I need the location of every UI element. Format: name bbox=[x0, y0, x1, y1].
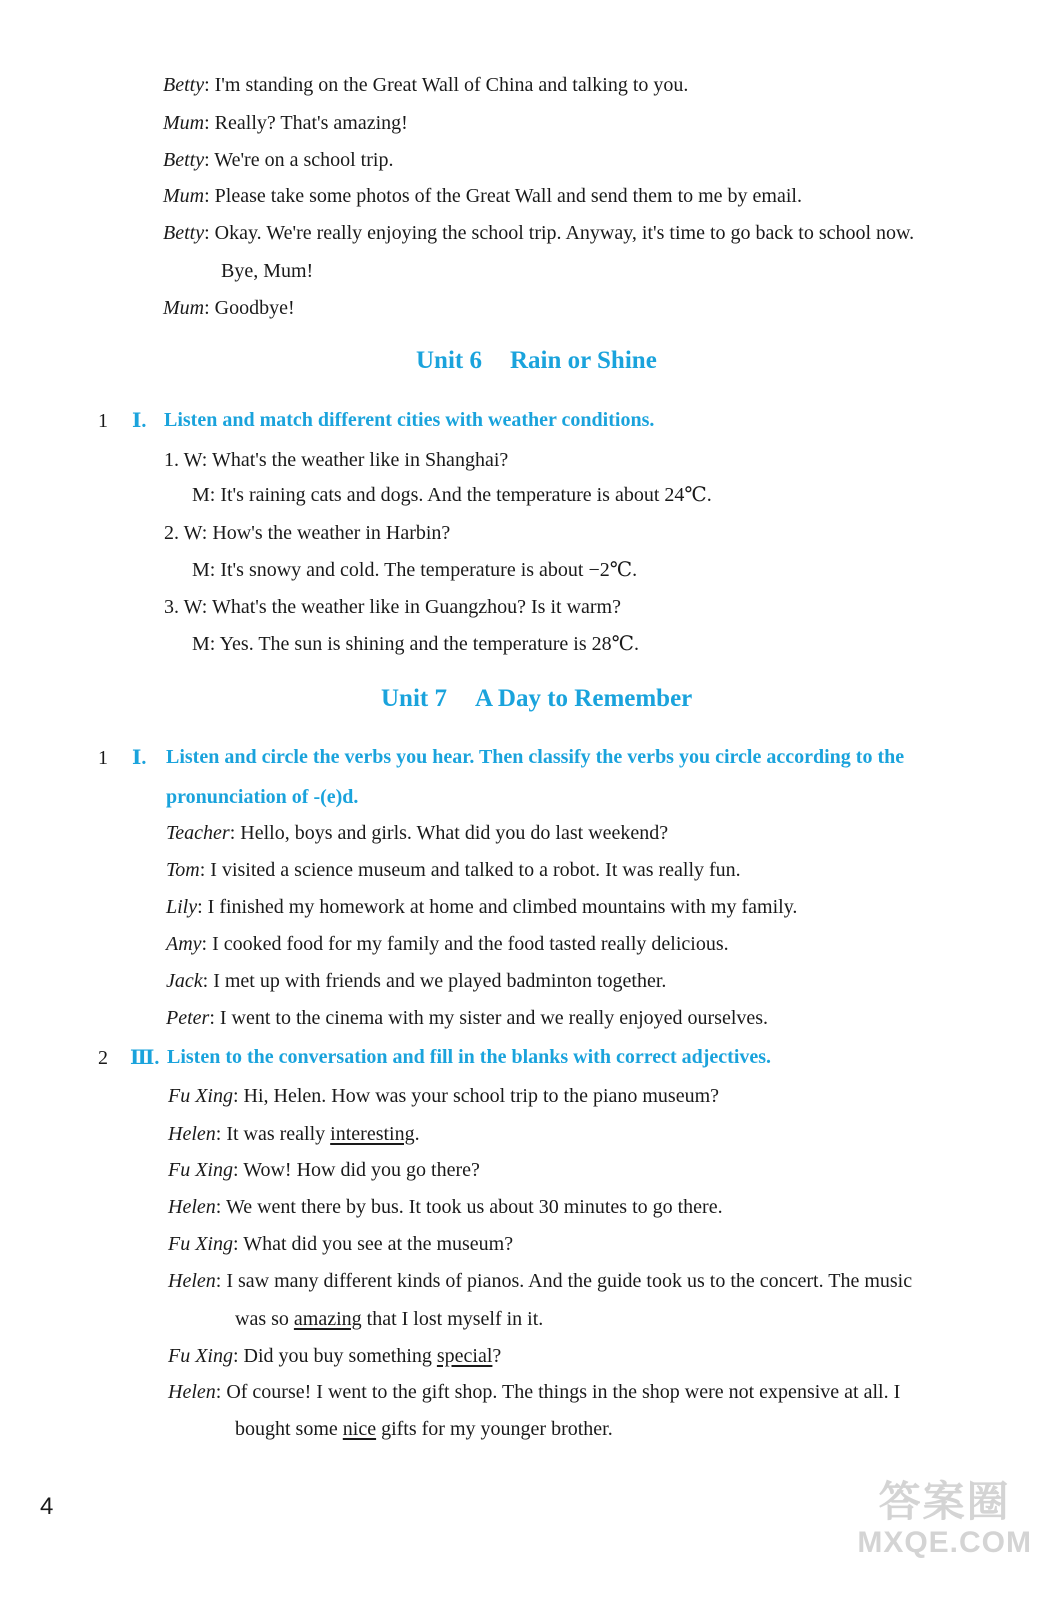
unit-heading bbox=[381, 684, 692, 714]
dialog-text: was so bbox=[235, 1308, 294, 1330]
dialog-text: : Of course! I went to the gift shop. The things in the shop were not expensive at all. I bbox=[215, 1381, 901, 1403]
question-number: 1 bbox=[98, 747, 108, 769]
dialog-text: : Really? That's amazing! bbox=[204, 112, 408, 134]
listening-line: M: It's snowy and cold. The temperature is about −2℃. bbox=[192, 559, 638, 581]
dialog-text: : Did you buy something bbox=[233, 1345, 437, 1367]
dialog-line bbox=[166, 1005, 768, 1031]
speaker-name: Helen bbox=[168, 1123, 216, 1145]
dialog-text: : Goodbye! bbox=[204, 297, 295, 319]
dialog-text: : Okay. We're really enjoying the school trip. Anyway, it's time to go back to school now. bbox=[204, 222, 915, 244]
dialog-line bbox=[168, 1121, 420, 1147]
section-numeral: Ⅰ. bbox=[132, 410, 147, 432]
unit-title: Rain or Shine bbox=[509, 347, 657, 374]
dialog-text: : Hi, Helen. How was your school trip to the piano museum? bbox=[233, 1085, 720, 1107]
dialog-line bbox=[163, 295, 295, 321]
dialog-text: : I met up with friends and we played badminton together. bbox=[202, 970, 667, 992]
section-numeral: Ⅲ. bbox=[130, 1047, 160, 1069]
dialog-text: : We went there by bus. It took us about 30 minutes to go there. bbox=[215, 1196, 723, 1218]
dialog-line bbox=[168, 1231, 513, 1257]
dialog-line bbox=[166, 820, 668, 846]
dialog-line bbox=[163, 183, 802, 209]
dialog-text: ? bbox=[492, 1345, 502, 1367]
section-instruction: Listen and circle the verbs you hear. Then classify the verbs you circle according to the bbox=[166, 746, 905, 768]
answer-blank: nice bbox=[342, 1418, 377, 1440]
dialog-text: : What did you see at the museum? bbox=[233, 1233, 514, 1255]
speaker-name: Fu Xing bbox=[168, 1233, 233, 1255]
dialog-line bbox=[168, 1157, 480, 1183]
dialog-line bbox=[221, 258, 313, 284]
listening-line: M: It's raining cats and dogs. And the temperature is about 24℃. bbox=[192, 484, 712, 506]
dialog-line bbox=[166, 857, 741, 883]
dialog-line bbox=[168, 1083, 719, 1109]
dialog-line bbox=[168, 1268, 912, 1294]
dialog-line bbox=[163, 220, 914, 246]
speaker-name: Mum bbox=[163, 297, 205, 319]
speaker-name: Teacher bbox=[166, 822, 230, 844]
speaker-name: Betty bbox=[163, 222, 205, 244]
speaker-name: Helen bbox=[168, 1381, 216, 1403]
dialog-text: : We're on a school trip. bbox=[204, 149, 394, 171]
dialog-text: gifts for my younger brother. bbox=[376, 1418, 613, 1440]
speaker-name: Helen bbox=[168, 1196, 216, 1218]
dialog-text: : I'm standing on the Great Wall of China and talking to you. bbox=[204, 74, 689, 96]
section-instruction: pronunciation of -(e)d. bbox=[166, 786, 359, 808]
listening-line: 2. W: How's the weather in Harbin? bbox=[164, 522, 451, 544]
dialog-line bbox=[166, 968, 666, 994]
dialog-text: Bye, Mum! bbox=[221, 260, 314, 282]
answer-blank: interesting bbox=[330, 1123, 415, 1145]
unit-label: Unit 6 bbox=[416, 347, 482, 374]
section-instruction: Listen to the conversation and fill in the blanks with correct adjectives. bbox=[167, 1046, 772, 1068]
section-numeral: Ⅰ. bbox=[132, 747, 147, 769]
speaker-name: Jack bbox=[166, 970, 203, 992]
speaker-name: Betty bbox=[163, 74, 205, 96]
dialog-line bbox=[168, 1379, 900, 1405]
dialog-text: that I lost myself in it. bbox=[361, 1308, 544, 1330]
dialog-text: : It was really bbox=[215, 1123, 331, 1145]
speaker-name: Mum bbox=[163, 185, 205, 207]
unit-label: Unit 7 bbox=[381, 685, 447, 712]
dialog-line bbox=[166, 931, 729, 957]
dialog-text: : I cooked food for my family and the food tasted really delicious. bbox=[201, 933, 729, 955]
dialog-text: : Please take some photos of the Great Wall and send them to me by email. bbox=[204, 185, 802, 207]
dialog-text: : I finished my homework at home and climbed mountains with my family. bbox=[197, 896, 798, 918]
dialog-text: : Wow! How did you go there? bbox=[233, 1159, 480, 1181]
answer-blank: amazing bbox=[293, 1308, 362, 1330]
unit-heading bbox=[416, 346, 657, 376]
listening-line: 1. W: What's the weather like in Shanghai? bbox=[164, 449, 509, 471]
speaker-name: Peter bbox=[166, 1007, 210, 1029]
question-number: 1 bbox=[98, 410, 108, 432]
dialog-line bbox=[163, 110, 408, 136]
speaker-name: Betty bbox=[163, 149, 205, 171]
dialog-line bbox=[235, 1416, 613, 1442]
dialog-line bbox=[168, 1194, 723, 1220]
page-number: 4 bbox=[40, 1493, 54, 1520]
listening-line: 3. W: What's the weather like in Guangzhou? Is it warm? bbox=[164, 596, 621, 618]
listening-line: M: Yes. The sun is shining and the temperature is 28℃. bbox=[192, 633, 639, 655]
dialog-line bbox=[166, 894, 797, 920]
speaker-name: Amy bbox=[166, 933, 202, 955]
speaker-name: Fu Xing bbox=[168, 1159, 233, 1181]
dialog-line bbox=[163, 72, 688, 98]
speaker-name: Tom bbox=[166, 859, 200, 881]
question-number: 2 bbox=[98, 1047, 108, 1069]
speaker-name: Mum bbox=[163, 112, 205, 134]
speaker-name: Helen bbox=[168, 1270, 216, 1292]
dialog-text: : I visited a science museum and talked to a robot. It was really fun. bbox=[199, 859, 741, 881]
dialog-text: : I saw many different kinds of pianos. And the guide took us to the concert. The music bbox=[215, 1270, 913, 1292]
dialog-line bbox=[168, 1343, 501, 1369]
section-instruction: Listen and match different cities with weather conditions. bbox=[164, 409, 655, 431]
watermark-url: MXQE.COM bbox=[857, 1526, 1032, 1559]
speaker-name: Fu Xing bbox=[168, 1345, 233, 1367]
watermark-logo bbox=[857, 1478, 1032, 1560]
dialog-text: : Hello, boys and girls. What did you do last weekend? bbox=[229, 822, 669, 844]
watermark-text: 答案圈 bbox=[878, 1477, 1011, 1526]
dialog-text: . bbox=[414, 1123, 420, 1145]
unit-title: A Day to Remember bbox=[474, 685, 693, 712]
speaker-name: Lily bbox=[166, 896, 198, 918]
answer-blank: special bbox=[436, 1345, 493, 1367]
dialog-line bbox=[235, 1306, 543, 1332]
speaker-name: Fu Xing bbox=[168, 1085, 233, 1107]
dialog-line bbox=[163, 147, 393, 173]
dialog-text: : I went to the cinema with my sister and we really enjoyed ourselves. bbox=[209, 1007, 769, 1029]
dialog-text: bought some bbox=[235, 1418, 343, 1440]
